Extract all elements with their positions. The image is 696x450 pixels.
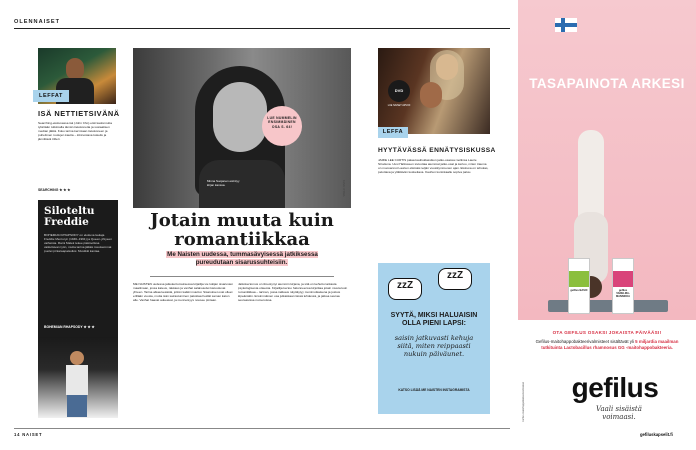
callout-text: LUE NUMMELIN ENSIMMÄINEN OSA S. 64!: [267, 116, 297, 129]
brand-logo: gefilus: [571, 372, 659, 403]
review-body: Searching-elokuvassa isä (John Cho) etsii kadonnutta tytärtään tutkimalla tämän tietokonetta ja sosiaalisen median jälkiä. Koko tarina kerrotaan tietokoneen ja puhelimen ruutujen kautta – kiinnostava kokeilu ja jännittävä trilleri.: [38, 121, 112, 142]
offer-highlight: Lactobacillus rhamnosus GG -maitohappobakteeria.: [563, 344, 673, 350]
review-title: ISÄ NETTIETSIVÄNÄ: [38, 109, 120, 118]
photo-credit: KUVA: OTAVA: [342, 180, 345, 197]
quote-signature: KATSO LISÄÄ ME NAISTEN INSTAGRAMISTA: [398, 388, 470, 392]
ad-headline: TASAPAINOTA ARKESI: [529, 76, 685, 91]
review-rating: SEARCHING ★ ★ ★: [38, 188, 71, 192]
ad-fine-print: Gefilus-maitohappobakteerivalmisteet: [522, 382, 525, 422]
article-column-2: Jatkokertomus on ilmestynyt aiemmin kirjana, ja sitä on kehuttu tarkasta psykologisesta otteesta. Kirjailija kertoo halunneensa kirjoittaa jotain muuta kuin romantiikkaa – tarinan, jossa rakkaus näyttäytyy monimutkaisena ja joskus kipeänäkin. Ensimmäinen osa julkaistaan tässä lehdessä, ja jatkoa seuraa seuraavissa numeroissa.: [238, 282, 348, 303]
offer-text-part: Gefilus-maitohappobakteerivalmisteet sisältävät yli: [535, 339, 634, 344]
ad-url-link[interactable]: gefiluskapselit.fi: [640, 432, 673, 437]
product-box-basic: [568, 258, 590, 314]
product-label: gefilus VADELMA-MANSIKKA: [616, 289, 630, 299]
category-badge: LEFFAT: [33, 90, 69, 102]
tagline-line: Vaali sisäistä: [596, 405, 642, 413]
product-label: gefilus BASIC: [570, 289, 588, 292]
category-badge: LEFFA: [378, 127, 408, 138]
review-title: Siloteltu Freddie: [44, 205, 95, 228]
article-column-1: ME NAISTEN uudessa jatkokertomuksessa kirjailija vie lukijan sisarusten maailmaan, jossa kateus, rakkaus ja vanhat salaisuudet kietoutuvat yhteen. Tarina alkaa kesästä, jolloin kaikki muuttui. Sisarukset ovat olleet erillään vuosia, mutta isän sairastuminen pakottaa heidät saman katon alle. Vanhat haavat aukeavat, ja menneisyys nousee pintaan.: [133, 282, 234, 303]
page-footer: 14 NAISET: [14, 432, 43, 437]
review-title: HYYTÄVÄSSÄ ENNÄTYSISKUSSA: [378, 147, 496, 154]
review-body: BOHEMIAN RHAPSODY on elokuva laulaja Freddie Mercuryn (1946–1991) ja Queen-yhtyeen vaiheista. Rami Malek tekee pääroolissa vaikuttavan työn, mutta tarina jättää rosoisemmat puolet pintaraapaisuiksi. Musiikki kantaa.: [44, 233, 112, 254]
finnish-flag-icon: [555, 18, 577, 35]
article-subtitle: [150, 251, 334, 267]
dvd-badge: DVD: [388, 80, 410, 102]
tagline-line: voimaasi.: [602, 413, 636, 421]
ad-tagline: [564, 405, 674, 421]
ad-offer-text: [530, 339, 684, 350]
quote-title: SYYTÄ, MIKSI HALUAISIN OLLA PIENI LAPSI:: [390, 312, 478, 328]
section-header: OLENNAISET: [14, 19, 61, 25]
review-rating: BOHEMIAN RHAPSODY ★ ★ ★: [44, 325, 95, 329]
offer-highlight: maailman tutkituinta: [541, 339, 679, 350]
footer-rule: [14, 428, 510, 429]
subtitle-text: Me Naisten uudessa, tummasävyisessä jatkiksessa pureudutaan sisarussuhteisiin.: [167, 251, 318, 266]
dvd-badge-sub: LUE NAISET ARVIOI: [387, 104, 411, 107]
offer-highlight: 5 miljardia: [635, 339, 657, 344]
divider: [150, 276, 334, 277]
review-body: JAMIE LEE CURTIS palaa kauhuklassikon jatko-osassa rooliinsa Laurie Strodena. Uusi Halloween sivuuttaa aiemmat jatko-osat ja kertoo, miten trauma on muovannut Laurien elämää neljän vuosikymmenen ajan. Elokuva on tehokas, pelottava ja yllättävän koskettava. Kauhun kuninkaalle sopiva paluu.: [378, 158, 489, 175]
yoga-mat: [548, 300, 668, 312]
article-title: Jotain muuta kuin romantiikkaa: [150, 210, 334, 250]
product-box-berry: [612, 258, 634, 314]
sleep-bubble-icon: zzZ: [388, 278, 422, 300]
photo-caption: Minna Suojanen esiintyy kirjan kanssa.: [207, 179, 240, 187]
sleep-bubble-icon: zzZ: [438, 268, 472, 290]
ad-offer-title: OTA GEFILUS OSAKSI JOKAISTA PÄIVÄÄSI!: [552, 330, 662, 335]
quote-text: saisin jatkuvasti kehuja siitä, miten reippaasti nukuin päiväunet.: [394, 334, 474, 358]
header-rule: [14, 28, 510, 29]
singer-photo: [38, 337, 118, 418]
